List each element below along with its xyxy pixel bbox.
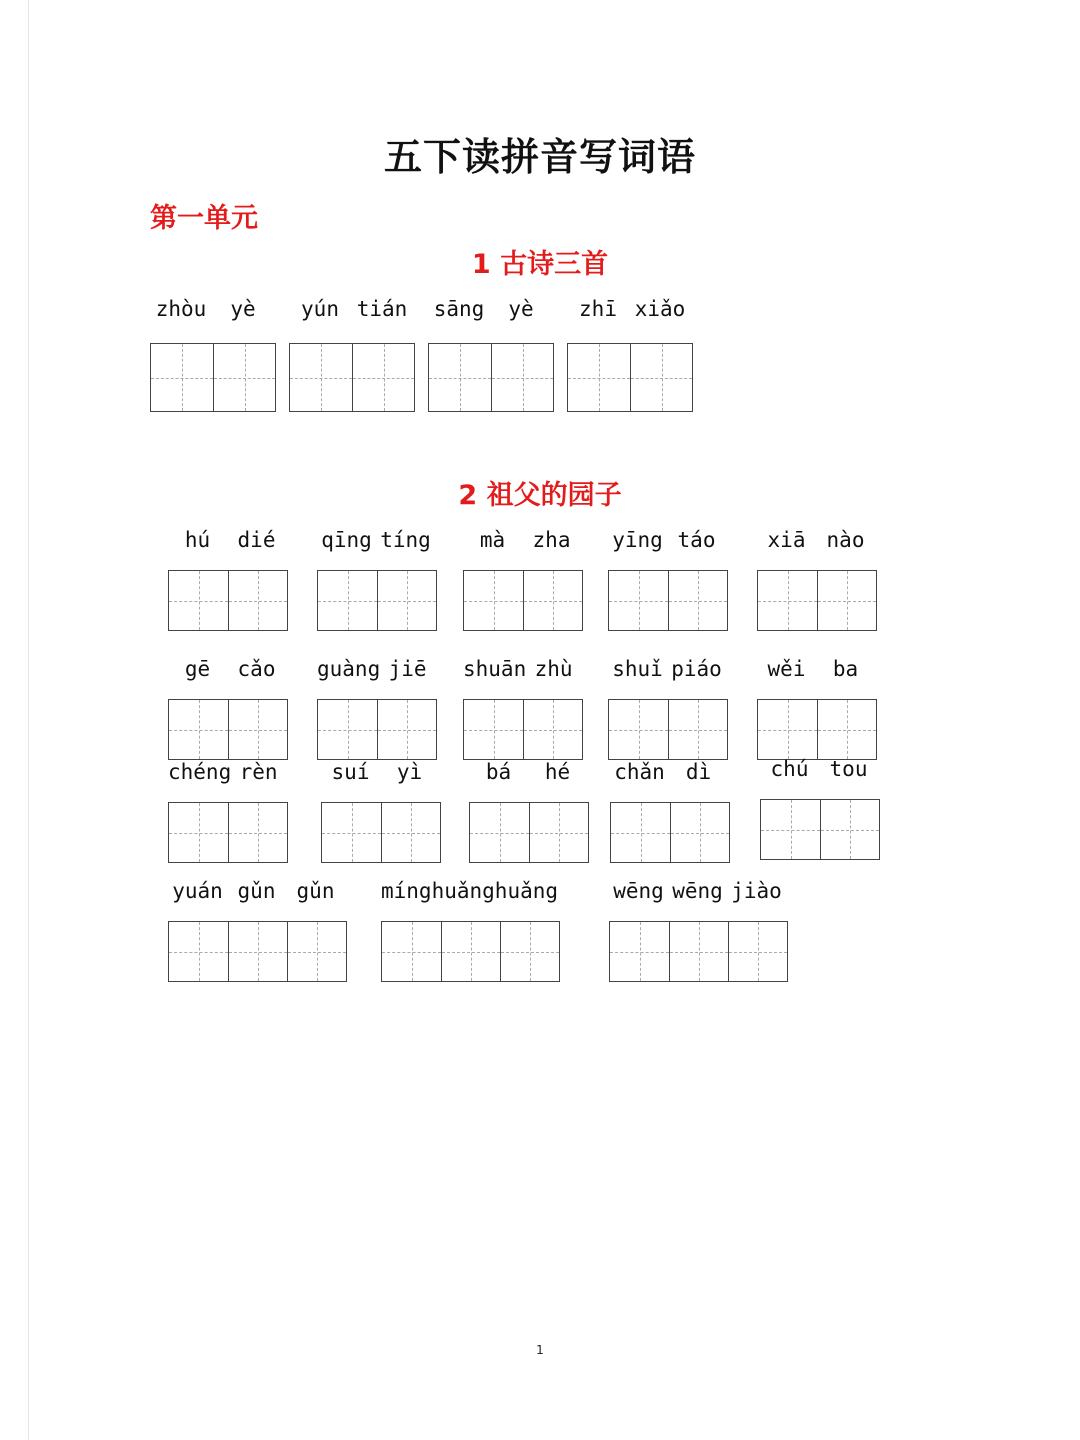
pinyin-line <box>321 760 439 786</box>
character-cell[interactable] <box>669 922 728 981</box>
character-cell[interactable] <box>290 344 352 411</box>
pinyin-syllable: yì <box>396 760 423 784</box>
character-cell[interactable] <box>758 700 817 759</box>
pinyin-syllable: xiǎo <box>634 297 686 321</box>
character-cell[interactable] <box>464 571 523 630</box>
tianzige-grid <box>463 699 583 760</box>
character-cell[interactable] <box>761 800 820 859</box>
character-cell[interactable] <box>228 700 287 759</box>
character-cell[interactable] <box>668 700 727 759</box>
pinyin-syllable: míng <box>381 879 432 903</box>
character-cell[interactable] <box>228 922 287 981</box>
pinyin-line <box>463 528 581 554</box>
character-cell[interactable] <box>382 922 441 981</box>
character-cell[interactable] <box>377 571 436 630</box>
character-cell[interactable] <box>169 700 228 759</box>
pinyin-syllable: guàng <box>317 657 381 681</box>
tianzige-grid <box>381 921 560 982</box>
tianzige-grid <box>289 343 415 412</box>
pinyin-line <box>610 760 728 786</box>
pinyin-line <box>168 760 286 786</box>
unit-heading: 第一单元 <box>150 203 258 234</box>
pinyin-syllable: qīng <box>321 528 372 552</box>
word-group <box>381 879 560 982</box>
pinyin-line <box>608 657 726 683</box>
character-cell[interactable] <box>470 803 529 862</box>
character-cell[interactable] <box>609 700 668 759</box>
pinyin-syllable: yè <box>230 297 256 321</box>
pinyin-syllable: nào <box>826 528 865 552</box>
pinyin-syllable: huǎng <box>431 879 495 903</box>
pinyin-syllable: mà <box>479 528 506 552</box>
character-cell[interactable] <box>668 571 727 630</box>
character-cell[interactable] <box>228 803 287 862</box>
character-cell[interactable] <box>318 700 377 759</box>
pinyin-syllable: sāng <box>433 297 485 321</box>
character-cell[interactable] <box>758 571 817 630</box>
pinyin-line <box>381 879 558 905</box>
pinyin-line <box>168 879 345 905</box>
word-group <box>567 297 693 412</box>
character-cell[interactable] <box>169 571 228 630</box>
pinyin-syllable: hé <box>544 760 571 784</box>
pinyin-line <box>168 528 286 554</box>
word-group <box>168 879 347 982</box>
character-cell[interactable] <box>318 571 377 630</box>
pinyin-syllable: táo <box>677 528 716 552</box>
character-cell[interactable] <box>377 700 436 759</box>
pinyin-line <box>317 528 435 554</box>
word-group <box>428 297 554 412</box>
lesson-1-heading: 1 古诗三首 <box>471 249 609 280</box>
character-cell[interactable] <box>523 571 582 630</box>
tianzige-grid <box>469 802 589 863</box>
pinyin-syllable: bá <box>485 760 512 784</box>
word-group <box>757 528 877 631</box>
pinyin-syllable: cǎo <box>237 657 276 681</box>
tianzige-grid <box>609 921 788 982</box>
pinyin-syllable: gē <box>184 657 211 681</box>
pinyin-line <box>760 757 878 783</box>
tianzige-grid <box>150 343 276 412</box>
tianzige-grid <box>321 802 441 863</box>
tianzige-grid <box>317 699 437 760</box>
pinyin-syllable: zhòu <box>155 297 207 321</box>
pinyin-syllable: chǎn <box>614 760 665 784</box>
pinyin-syllable: tou <box>829 757 868 781</box>
tianzige-grid <box>168 699 288 760</box>
tianzige-grid <box>168 570 288 631</box>
pinyin-syllable: chú <box>770 757 809 781</box>
pinyin-syllable: yuán <box>172 879 223 903</box>
tianzige-grid <box>760 799 880 860</box>
character-cell[interactable] <box>670 803 729 862</box>
character-cell[interactable] <box>609 571 668 630</box>
word-group <box>610 760 730 863</box>
lesson-2-heading: 2 祖父的园子 <box>458 480 622 511</box>
character-cell[interactable] <box>820 800 879 859</box>
character-cell[interactable] <box>523 700 582 759</box>
page-title: 五下读拼音写词语 <box>383 135 696 179</box>
word-group <box>168 760 288 863</box>
tianzige-grid <box>168 921 347 982</box>
pinyin-line <box>757 657 875 683</box>
page-edge <box>28 0 29 1440</box>
pinyin-line <box>567 297 691 323</box>
word-group <box>150 297 276 412</box>
pinyin-syllable: tián <box>356 297 408 321</box>
tianzige-grid <box>317 570 437 631</box>
pinyin-syllable: rèn <box>239 760 278 784</box>
character-cell[interactable] <box>381 803 440 862</box>
word-group <box>609 879 788 982</box>
pinyin-syllable: zhī <box>579 297 617 321</box>
pinyin-line <box>168 657 286 683</box>
pinyin-syllable: gǔn <box>237 879 276 903</box>
tianzige-grid <box>567 343 693 412</box>
pinyin-line <box>428 297 552 323</box>
pinyin-syllable: wēng <box>672 879 723 903</box>
word-group <box>463 528 583 631</box>
pinyin-syllable: wěi <box>767 657 806 681</box>
tianzige-grid <box>608 699 728 760</box>
pinyin-syllable: ba <box>832 657 859 681</box>
pinyin-syllable: dié <box>237 528 276 552</box>
character-cell[interactable] <box>322 803 381 862</box>
pinyin-line <box>150 297 274 323</box>
character-cell[interactable] <box>213 344 275 411</box>
pinyin-syllable: yīng <box>612 528 663 552</box>
pinyin-syllable: hú <box>184 528 211 552</box>
pinyin-syllable: zhù <box>534 657 573 681</box>
word-group <box>317 528 437 631</box>
character-cell[interactable] <box>352 344 414 411</box>
pinyin-syllable: yè <box>508 297 534 321</box>
tianzige-grid <box>428 343 554 412</box>
word-group <box>760 757 880 860</box>
character-cell[interactable] <box>169 803 228 862</box>
word-group <box>317 657 437 760</box>
character-cell[interactable] <box>817 571 876 630</box>
character-cell[interactable] <box>491 344 553 411</box>
character-cell[interactable] <box>630 344 692 411</box>
character-cell[interactable] <box>287 922 346 981</box>
pinyin-syllable: zha <box>532 528 571 552</box>
word-group <box>168 657 288 760</box>
tianzige-grid <box>610 802 730 863</box>
character-cell[interactable] <box>500 922 559 981</box>
tianzige-grid <box>168 802 288 863</box>
word-group <box>469 760 589 863</box>
word-group <box>608 657 728 760</box>
pinyin-syllable: chéng <box>168 760 232 784</box>
character-cell[interactable] <box>441 922 500 981</box>
pinyin-line <box>757 528 875 554</box>
pinyin-syllable: wēng <box>613 879 664 903</box>
pinyin-syllable: shuān <box>463 657 527 681</box>
pinyin-line <box>608 528 726 554</box>
pinyin-syllable: shuǐ <box>612 657 663 681</box>
pinyin-syllable: jiào <box>731 879 782 903</box>
pinyin-syllable: xiā <box>767 528 806 552</box>
pinyin-line <box>469 760 587 786</box>
pinyin-line <box>289 297 413 323</box>
character-cell[interactable] <box>228 571 287 630</box>
tianzige-grid <box>608 570 728 631</box>
pinyin-line <box>609 879 786 905</box>
pinyin-syllable: huǎng <box>494 879 559 903</box>
pinyin-line <box>317 657 435 683</box>
character-cell[interactable] <box>429 344 491 411</box>
tianzige-grid <box>757 699 877 760</box>
character-cell[interactable] <box>151 344 213 411</box>
character-cell[interactable] <box>610 922 669 981</box>
character-cell[interactable] <box>464 700 523 759</box>
word-group <box>168 528 288 631</box>
pinyin-syllable: dì <box>685 760 712 784</box>
tianzige-grid <box>463 570 583 631</box>
word-group <box>757 657 877 760</box>
pinyin-line <box>463 657 581 683</box>
page-number: 1 <box>536 1343 544 1357</box>
character-cell[interactable] <box>611 803 670 862</box>
pinyin-syllable: tíng <box>380 528 431 552</box>
word-group <box>463 657 583 760</box>
tianzige-grid <box>757 570 877 631</box>
word-group <box>321 760 441 863</box>
character-cell[interactable] <box>817 700 876 759</box>
pinyin-syllable: gǔn <box>296 879 335 903</box>
word-group <box>608 528 728 631</box>
character-cell[interactable] <box>169 922 228 981</box>
word-group <box>289 297 415 412</box>
character-cell[interactable] <box>568 344 630 411</box>
character-cell[interactable] <box>728 922 787 981</box>
pinyin-syllable: piáo <box>671 657 722 681</box>
pinyin-syllable: yún <box>301 297 339 321</box>
pinyin-syllable: suí <box>331 760 370 784</box>
character-cell[interactable] <box>529 803 588 862</box>
pinyin-syllable: jiē <box>388 657 427 681</box>
